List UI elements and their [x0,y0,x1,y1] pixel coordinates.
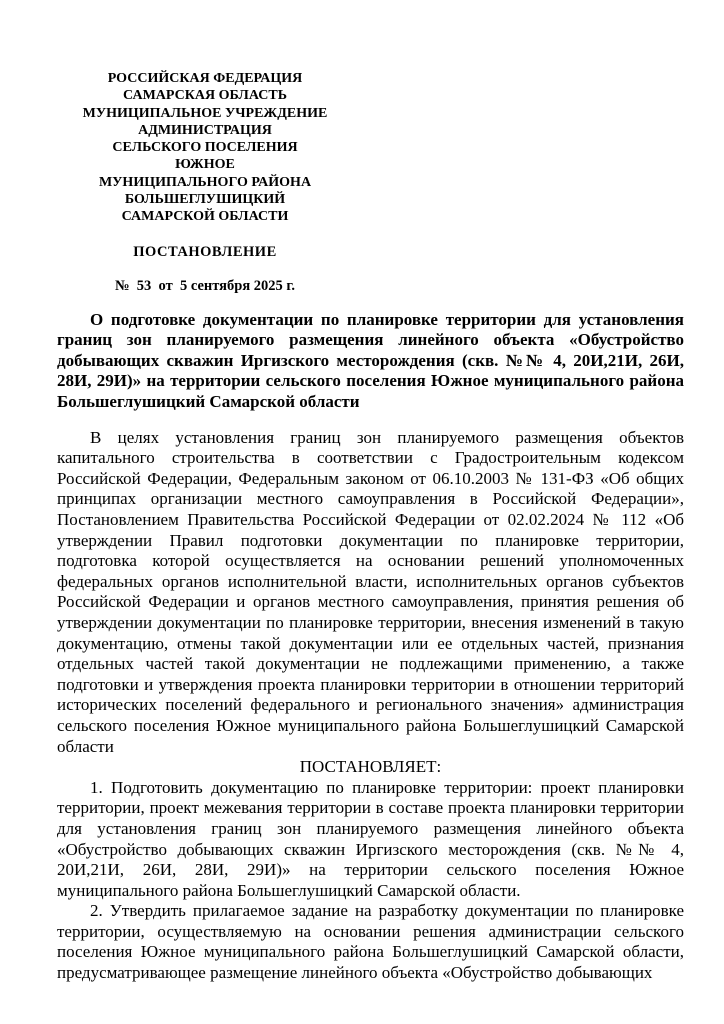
letterhead-line-region-of: САМАРСКОЙ ОБЛАСТИ [121,209,289,225]
letterhead-line-settlement-type: СЕЛЬСКОГО ПОСЕЛЕНИЯ [112,140,298,156]
resolve-heading: ПОСТАНОВЛЯЕТ: [299,757,442,777]
letterhead-line-district-name: БОЛЬШЕГЛУШИЦКИЙ [124,192,286,208]
document-number-date: № 53 от 5 сентября 2025 г. [114,277,296,294]
letterhead-line-district-type: МУНИЦИПАЛЬНОГО РАЙОНА [98,174,312,190]
document-type-heading: ПОСТАНОВЛЕНИЕ [133,243,277,260]
letterhead [57,70,353,226]
letterhead-line-administration: АДМИНИСТРАЦИЯ [138,122,272,138]
letterhead-line-country: РОССИЙСКАЯ ФЕДЕРАЦИЯ [107,71,303,86]
preamble-paragraph: В целях установления границ зон планируемого размещения объектов капитального строительства в соответствии с Градостроительным кодексом Российской Федерации, Федеральным законом от 06.10.2003 № 131-ФЗ «Об общих принципах организации местного самоуправления в Российской Федерации», Постановлением Правительства Российской Федерации от 02.02.2024 № 112 «Об утверждении Правил подготовки документации по планировке территории, подготовка которой осуществляется на основании решений уполномоченных федеральных органов исполнительной власти, исполнительных органов субъектов Российской Федерации и органов местного самоуправления, принятия решения об утверждении документации по планировке территории, внесения изменений в такую документацию, отмены такой документации или ее отдельных частей, признания отдельных частей такой документации не подлежащими применению, а также подготовки и утверждения проекта планировки территории в отношении территорий исторических поселений федерального и регионального значения» администрация сельского поселения Южное муниципального района Большеглушицкий Самарской области [57,427,684,756]
letterhead-line-settlement-name: ЮЖНОЕ [175,157,235,173]
letterhead-line-region: САМАРСКАЯ ОБЛАСТЬ [123,88,287,104]
document-title: О подготовке документации по планировке территории для установления границ зон планируемого размещения линейного объекта «Обустройство добывающих скважин Иргизского месторождения (скв. №№ 4, 20И,21И, 26И, 28И, 29И)» на территории сельского поселения Южное муниципального района Большеглушицкий Самарской области [57,309,684,412]
resolution-item-2: 2. Утвердить прилагаемое задание на разработку документации по планировке территории, осуществляемую на основании решения администрации сельского поселения Южное муниципального района Большеглушицкий Самарской области, предусматривающее размещение линейного объекта «Обустройство добывающих [57,901,684,983]
letterhead-line-institution: МУНИЦИПАЛЬНОЕ УЧРЕЖДЕНИЕ [82,105,328,121]
resolution-item-1: 1. Подготовить документацию по планировке территории: проект планировки территории, проект межевания территории в составе проекта планировки территории для установления границ зон планируемого размещения линейного объекта «Обустройство добывающих скважин Иргизского месторождения (скв. №№ 4, 20И,21И, 26И, 28И, 29И)» на территории сельского поселения Южное муниципального района Большеглушицкий Самарской области. [57,777,684,900]
